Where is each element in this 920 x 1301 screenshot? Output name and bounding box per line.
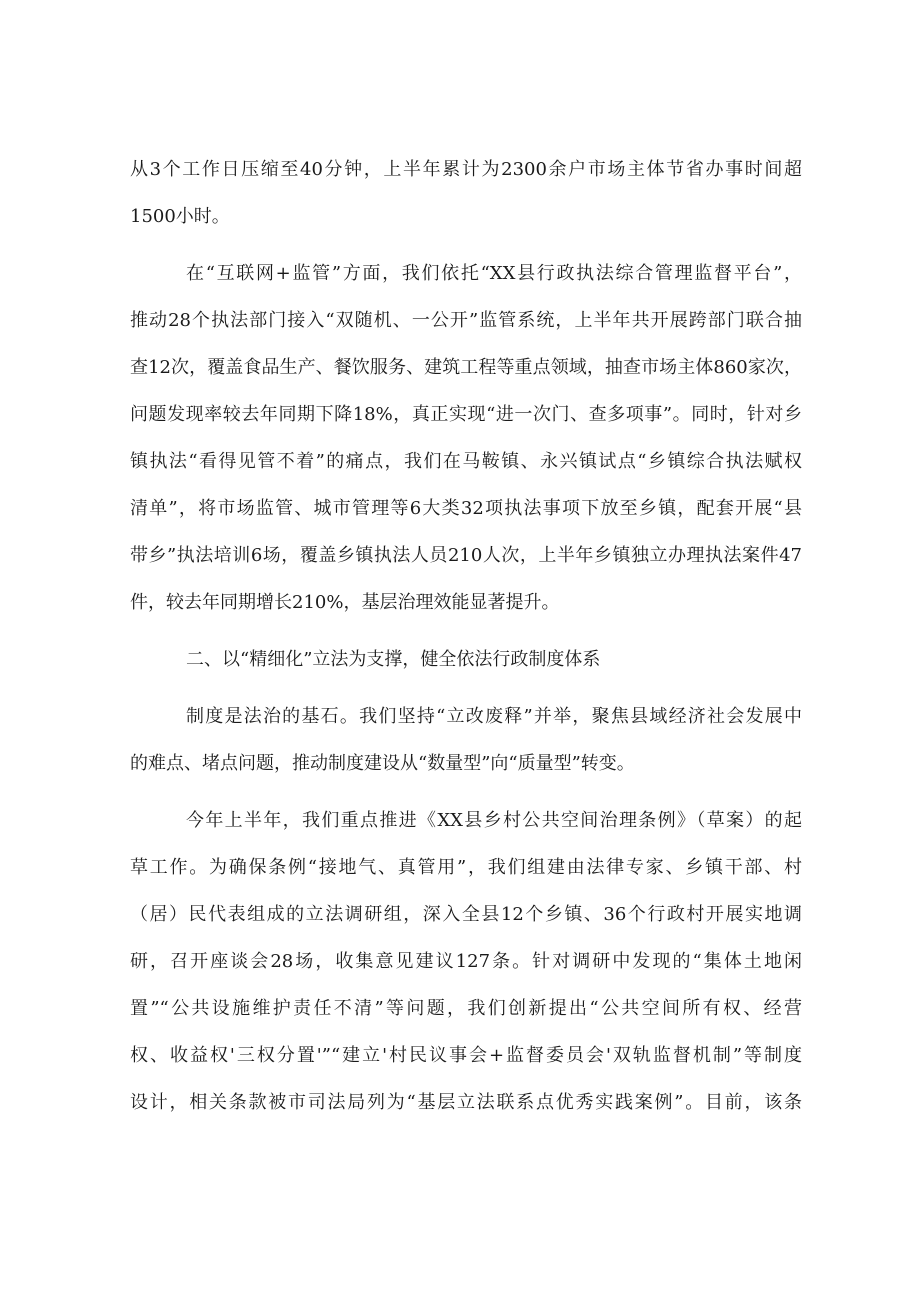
paragraph-line: 清单”，将市场监管、城市管理等6大类32项执法事项下放至乡镇，配套开展“县 — [130, 498, 802, 519]
paragraph-line: 制度是法治的基石。我们坚持“立改废释”并举，聚焦县域经济社会发展中 — [186, 706, 802, 727]
paragraph-line: 查12次，覆盖食品生产、餐饮服务、建筑工程等重点领域，抽查市场主体860家次， — [130, 357, 802, 378]
paragraph-line: 件，较去年同期增长210%，基层治理效能显著提升。 — [130, 592, 560, 613]
paragraph-line: 问题发现率较去年同期下降18%，真正实现“进一次门、查多项事”。同时，针对乡 — [130, 404, 802, 425]
paragraph-line: 置”“公共设施维护责任不清”等问题，我们创新提出“公共空间所有权、经营 — [130, 998, 802, 1019]
paragraph-line: 从3个工作日压缩至40分钟，上半年累计为2300余户市场主体节省办事时间超 — [130, 159, 802, 180]
paragraph-line: 推动28个执法部门接入“双随机、一公开”监管系统，上半年共开展跨部门联合抽 — [130, 310, 802, 331]
paragraph-line: （居）民代表组成的立法调研组，深入全县12个乡镇、36个行政村开展实地调 — [130, 904, 802, 925]
paragraph-line: 权、收益权'三权分置'”“建立'村民议事会+监督委员会'双轨监督机制”等制度 — [130, 1045, 802, 1066]
paragraph-line: 镇执法“看得见管不着”的痛点，我们在马鞍镇、永兴镇试点“乡镇综合执法赋权 — [130, 451, 802, 472]
paragraph-line: 草工作。为确保条例“接地气、真管用”，我们组建由法律专家、乡镇干部、村 — [130, 857, 802, 878]
paragraph-line: 在“互联网+监管”方面，我们依托“XX县行政执法综合管理监督平台”， — [186, 263, 802, 284]
paragraph-line: 1500小时。 — [130, 206, 230, 227]
paragraph-line: 设计，相关条款被市司法局列为“基层立法联系点优秀实践案例”。目前，该条 — [130, 1092, 802, 1113]
section-heading: 二、以“精细化”立法为支撑，健全依法行政制度体系 — [186, 649, 601, 670]
paragraph-line: 今年上半年，我们重点推进《XX县乡村公共空间治理条例》（草案）的起 — [186, 810, 802, 831]
paragraph-line: 的难点、堵点问题，推动制度建设从“数量型”向“质量型”转变。 — [130, 753, 635, 774]
paragraph-line: 带乡”执法培训6场，覆盖乡镇执法人员210人次，上半年乡镇独立办理执法案件47 — [130, 545, 802, 566]
paragraph-line: 研，召开座谈会28场，收集意见建议127条。针对调研中发现的“集体土地闲 — [130, 951, 802, 972]
